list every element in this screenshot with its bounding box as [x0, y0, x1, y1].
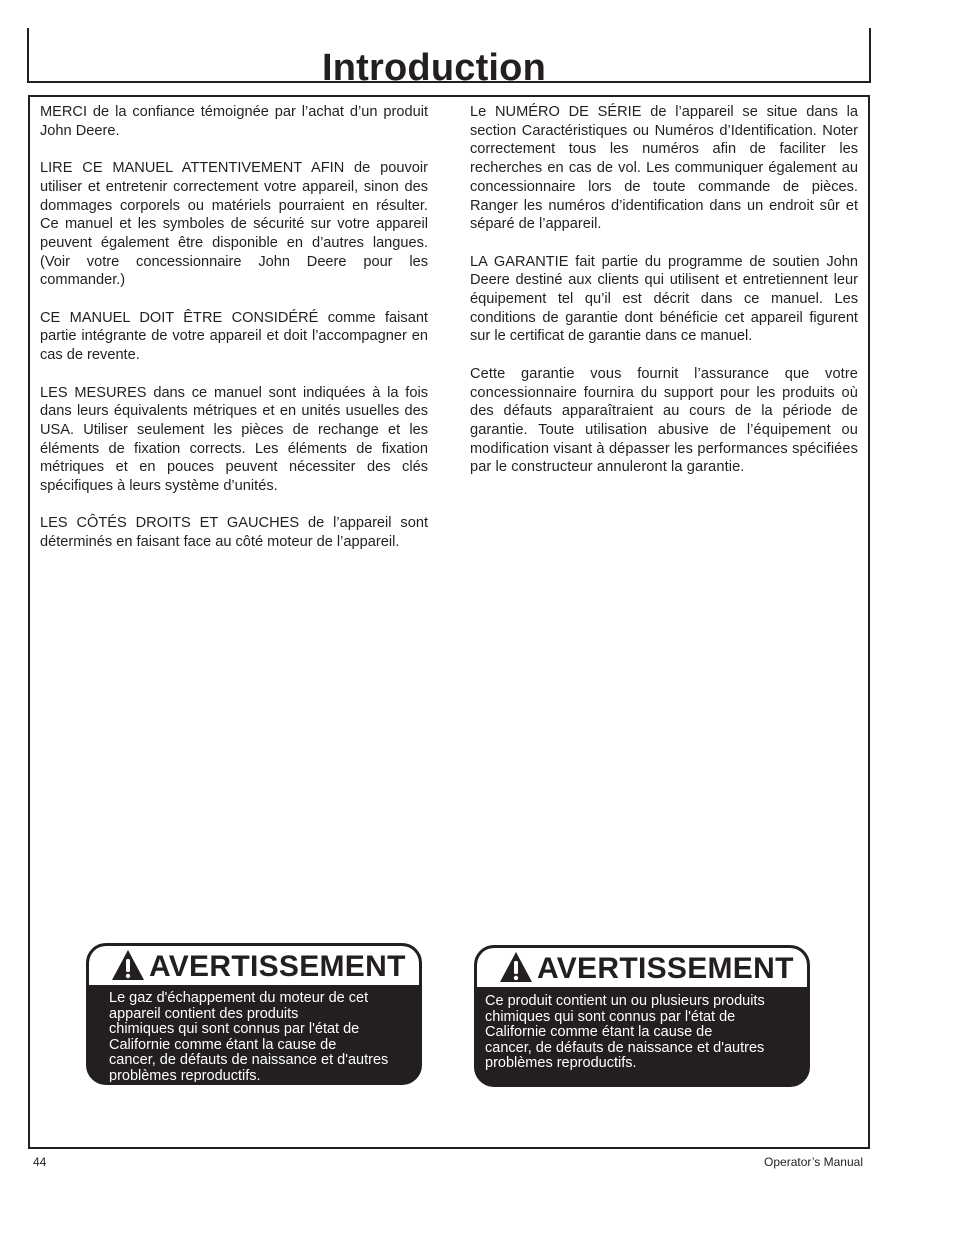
warning-text — [89, 988, 419, 1085]
paragraph: LES MESURES dans ce manuel sont indiquées à la fois dans leurs équivalents métriques et en unités usuelles des USA. Utiliser seulement les pièces de rechange et les éléments de fixation corrects. Les éléments de fixation métriques et en pouces peuvent nécessiter des clés spécifiques à leurs système d’unités. — [40, 384, 428, 495]
warning-triangle-icon — [111, 949, 145, 981]
warning-line: problèmes reproductifs. — [485, 1055, 637, 1072]
page-title: Introduction — [321, 47, 547, 89]
warning-line: Ce produit contient un ou plusieurs produits — [485, 993, 765, 1009]
title-box — [27, 28, 871, 89]
warning-header — [477, 948, 807, 990]
content-box — [28, 95, 870, 1149]
warning-line: cancer, de défauts de naissance et d'autres — [109, 1052, 389, 1069]
warning-line: appareil contient des produits — [109, 1005, 299, 1022]
paragraph: LA GARANTIE fait partie du programme de soutien John Deere destiné aux clients qui utilisent et entretiennent leur équipement tel qu’il est décrit dans ce manuel. Les conditions de garantie dont bénéficie cet appareil figurent sur le certificat de garantie dans ce manuel. — [470, 253, 858, 345]
left-column — [40, 103, 428, 571]
warning-label-product — [474, 945, 810, 1087]
warning-heading: AVERTISSEMENT — [537, 952, 794, 985]
warning-line: Californie comme étant la cause de — [109, 1036, 337, 1053]
paragraph: Cette garantie vous fournit l’assurance que votre concessionnaire fournira du support pour les produits où des défauts apparaîtraient au cours de la période de garantie. Toute utilisation abusive de l’équipement ou modification visant à dépasser les performances spécifiées par le constructeur annuleront la garantie. — [470, 365, 858, 476]
warning-line: Le gaz d'échappement du moteur de cet — [109, 990, 369, 1006]
paragraph: LES CÔTÉS DROITS ET GAUCHES de l’appareil sont déterminés en faisant face au côté moteur de l’appareil. — [40, 515, 428, 551]
warning-heading: AVERTISSEMENT — [149, 950, 406, 983]
warning-line: problèmes reproductifs. — [109, 1067, 261, 1084]
right-column — [470, 103, 858, 496]
paragraph: CE MANUEL DOIT ÊTRE CONSIDÉRÉ comme faisant partie intégrante de votre appareil et doit l’accompagner en cas de revente. — [40, 309, 428, 364]
page-number: 44 — [33, 1155, 47, 1169]
manual-name: Operator’s Manual — [764, 1155, 863, 1169]
paragraph: Le NUMÉRO DE SÉRIE de l’appareil se situe dans la section Caractéristiques ou Numéros d’Identification. Noter correctement tous les numéros afin de faciliter les recherches en cas de vol. Les communiquer également au concessionnaire lors de toute commande de pièces. Ranger les numéros d’identification dans un endroit sûr et séparé de l’appareil. — [470, 104, 858, 233]
warning-line: chimiques qui sont connus par l'état de — [109, 1021, 360, 1038]
paragraph: MERCI de la confiance témoignée par l’achat d’un produit John Deere. — [40, 104, 428, 139]
warning-triangle-icon — [499, 951, 533, 983]
warning-line: cancer, de défauts de naissance et d'autres — [485, 1039, 765, 1056]
warning-line: Californie comme étant la cause de — [485, 1024, 713, 1041]
paragraph: LIRE CE MANUEL ATTENTIVEMENT AFIN de pouvoir utiliser et entretenir correctement votre appareil, sinon des dommages corporels ou matériels pourraient en résulter. Ce manuel et les symboles de sécurité sur votre appareil peuvent également être disponible en d’autres langues. (Voir votre concessionnaire John Deere pour les commander.) — [40, 160, 428, 289]
warning-label-exhaust — [86, 943, 422, 1085]
warning-text — [477, 990, 807, 1072]
warning-header — [89, 946, 419, 988]
warning-line: chimiques qui sont connus par l'état de — [485, 1008, 736, 1025]
